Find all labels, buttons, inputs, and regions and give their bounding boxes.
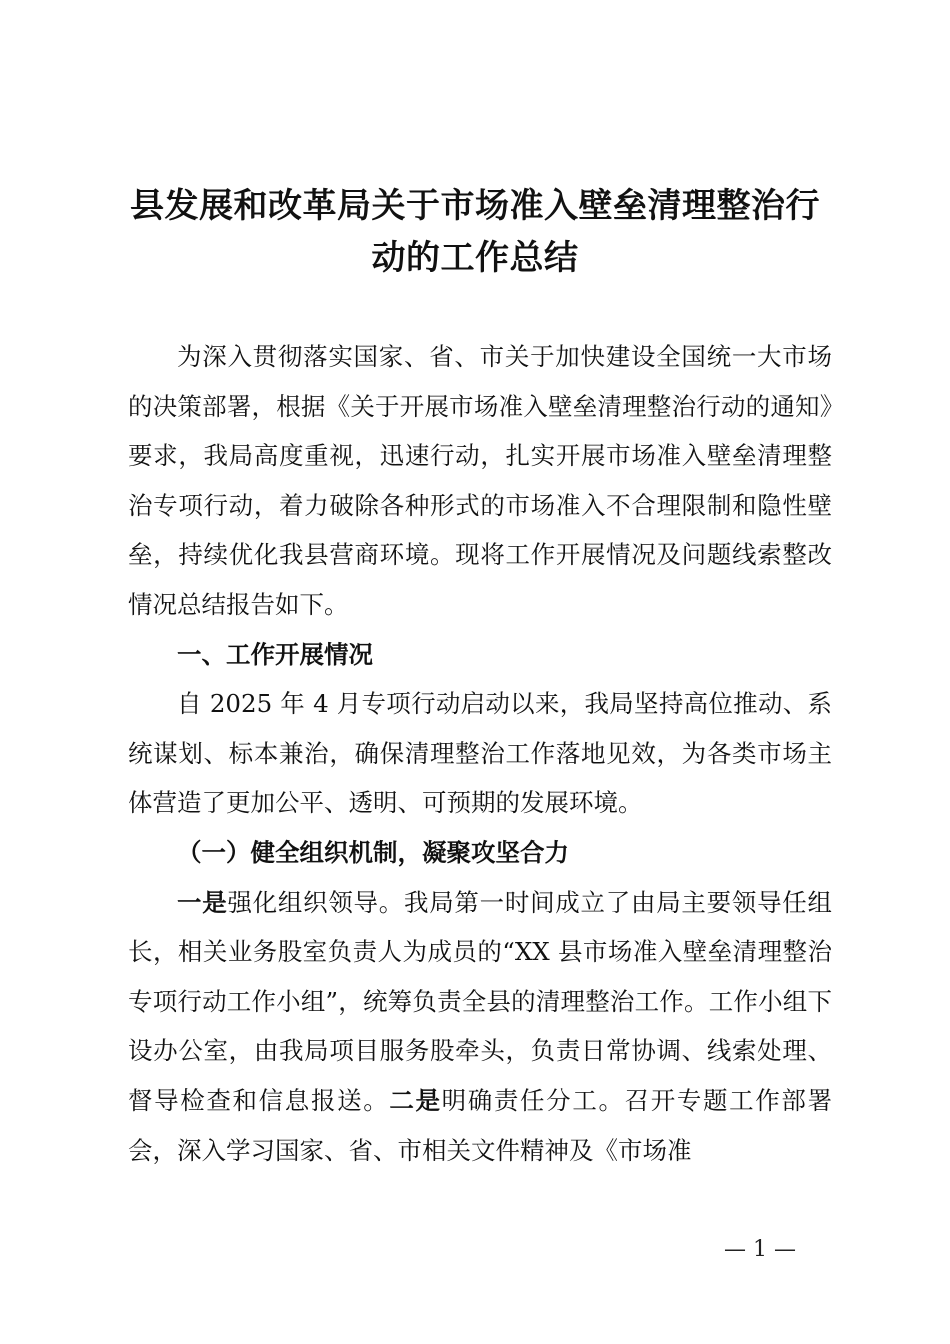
- lead-label-1: 一是: [177, 887, 228, 917]
- subsection-heading-1: （一）健全组织机制，凝聚攻坚合力: [177, 837, 569, 867]
- section-heading-1: 一、工作开展情况: [177, 639, 373, 669]
- document-title: 县发展和改革局关于市场准入壁垒清理整治行动的工作总结: [130, 186, 820, 278]
- subsection-1-paragraph: [128, 878, 832, 1176]
- page-number: — 1 —: [724, 1237, 796, 1262]
- lead-text-1: 强化组织领导。我局第一时间成立了由局主要领导任组长，相关业务股室负责人为成员的“XX 县市场准入壁垒清理整治专项行动工作小组”，统筹负责全县的清理整治工作。工作小组下设办公室，由我局项目服务股牵头，负责日常协调、线索处理、督导检查和信息报送。: [128, 887, 833, 1115]
- intro-paragraph: 为深入贯彻落实国家、省、市关于加快建设全国统一大市场的决策部署，根据《关于开展市场准入壁垒清理整治行动的通知》要求，我局高度重视，迅速行动，扎实开展市场准入壁垒清理整治专项行动，着力破除各种形式的市场准入不合理限制和隐性壁垒，持续优化我县营商环境。现将工作开展情况及问题线索整改情况总结报告如下。: [128, 342, 832, 619]
- section-1-paragraph: 自 2025 年 4 月专项行动启动以来，我局坚持高位推动、系统谋划、标本兼治，确保清理整治工作落地见效，为各类市场主体营造了更加公平、透明、可预期的发展环境。: [128, 689, 832, 818]
- lead-text-2: 明确责任分工。召开专题工作部署会，深入学习国家、省、市相关文件精神及《市场准: [128, 1085, 833, 1165]
- document-body: [128, 332, 832, 1175]
- lead-label-2: 二是: [389, 1085, 442, 1115]
